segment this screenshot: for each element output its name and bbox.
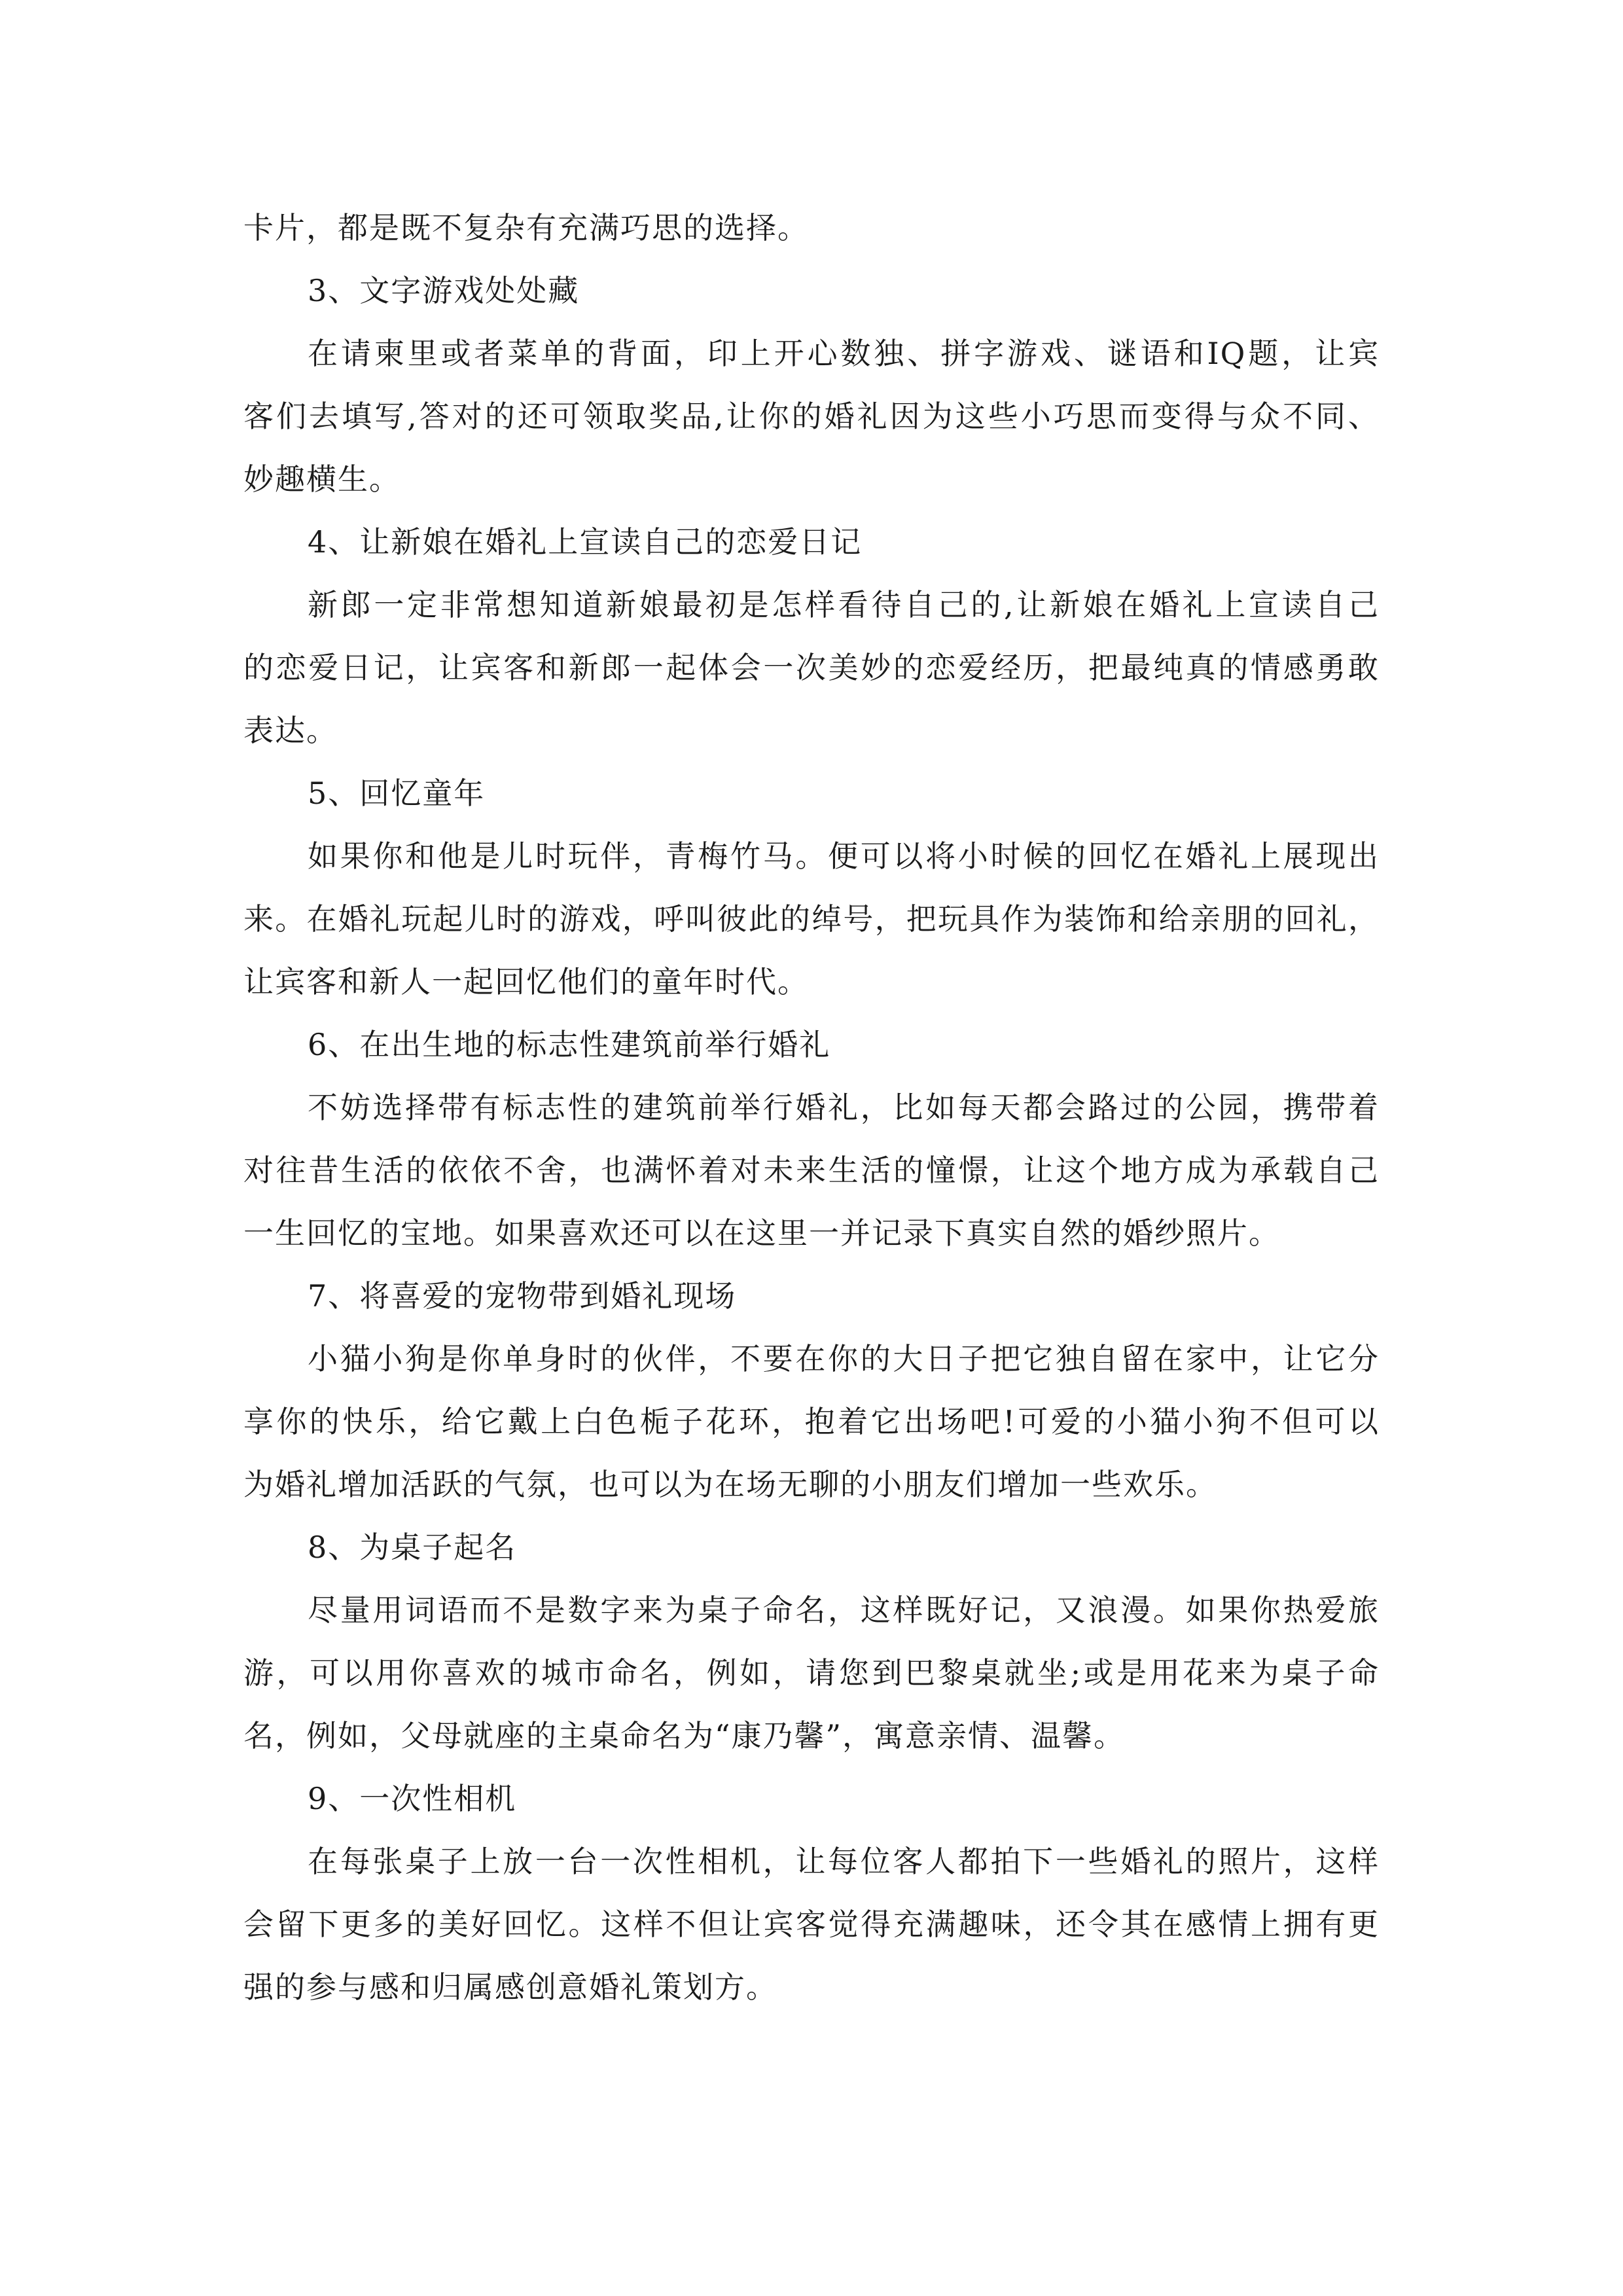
section-heading: 6、在出生地的标志性建筑前举行婚礼 [308,1027,831,1062]
paragraph-line: 为婚礼增加活跃的气氛，也可以为在场无聊的小朋友们增加一些欢乐。 [243,1467,1217,1502]
paragraph-line: 享你的快乐，给它戴上白色栀子花环，抱着它出场吧!可爱的小猫小狗不但可以 [243,1404,1380,1439]
section-heading: 7、将喜爱的宠物带到婚礼现场 [308,1278,737,1314]
paragraph-line: 会留下更多的美好回忆。这样不但让宾客觉得充满趣味，还令其在感情上拥有更 [243,1907,1380,1942]
paragraph-line: 的恋爱日记，让宾客和新郎一起体会一次美妙的恋爱经历，把最纯真的情感勇敢 [243,650,1380,685]
paragraph-line: 名，例如，父母就座的主桌命名为“康乃馨”，寓意亲情、温馨。 [243,1718,1126,1753]
paragraph-line: 一生回忆的宝地。如果喜欢还可以在这里一并记录下真实自然的婚纱照片。 [243,1215,1280,1251]
section-heading: 9、一次性相机 [308,1781,517,1816]
paragraph-line: 卡片，都是既不复杂有充满巧思的选择。 [243,210,809,245]
section-heading: 8、为桌子起名 [308,1530,517,1565]
paragraph-line: 强的参与感和归属感创意婚礼策划方。 [243,1969,777,2005]
paragraph-line: 在请柬里或者菜单的背面，印上开心数独、拼字游戏、谜语和IQ题，让宾 [308,336,1380,371]
paragraph-line: 表达。 [243,713,338,748]
paragraph-line: 新郎一定非常想知道新娘最初是怎样看待自己的,让新娘在婚礼上宣读自己 [308,587,1380,622]
section-heading: 3、文字游戏处处藏 [308,273,580,308]
paragraph-line: 小猫小狗是你单身时的伙伴，不要在你的大日子把它独自留在家中，让它分 [308,1341,1380,1376]
document-page [243,196,1380,2018]
section-heading: 5、回忆童年 [308,776,486,811]
paragraph-line: 来。在婚礼玩起儿时的游戏，呼叫彼此的绰号，把玩具作为装饰和给亲朋的回礼， [243,901,1380,937]
paragraph-line: 妙趣横生。 [243,461,401,497]
paragraph-line: 尽量用词语而不是数字来为桌子命名，这样既好记，又浪漫。如果你热爱旅 [308,1592,1380,1628]
paragraph-line: 让宾客和新人一起回忆他们的童年时代。 [243,964,809,999]
paragraph-line: 在每张桌子上放一台一次性相机，让每位客人都拍下一些婚礼的照片，这样 [308,1844,1380,1879]
paragraph-line: 不妨选择带有标志性的建筑前举行婚礼，比如每天都会路过的公园，携带着 [308,1090,1380,1125]
paragraph-line: 如果你和他是儿时玩伴，青梅竹马。便可以将小时候的回忆在婚礼上展现出 [308,838,1380,874]
section-heading: 4、让新娘在婚礼上宣读自己的恋爱日记 [308,524,863,560]
paragraph-line: 游，可以用你喜欢的城市命名，例如，请您到巴黎桌就坐;或是用花来为桌子命 [243,1655,1380,1691]
paragraph-line: 对往昔生活的依依不舍，也满怀着对未来生活的憧憬，让这个地方成为承载自己 [243,1153,1380,1188]
paragraph-line: 客们去填写,答对的还可领取奖品,让你的婚礼因为这些小巧思而变得与众不同、 [243,399,1380,434]
